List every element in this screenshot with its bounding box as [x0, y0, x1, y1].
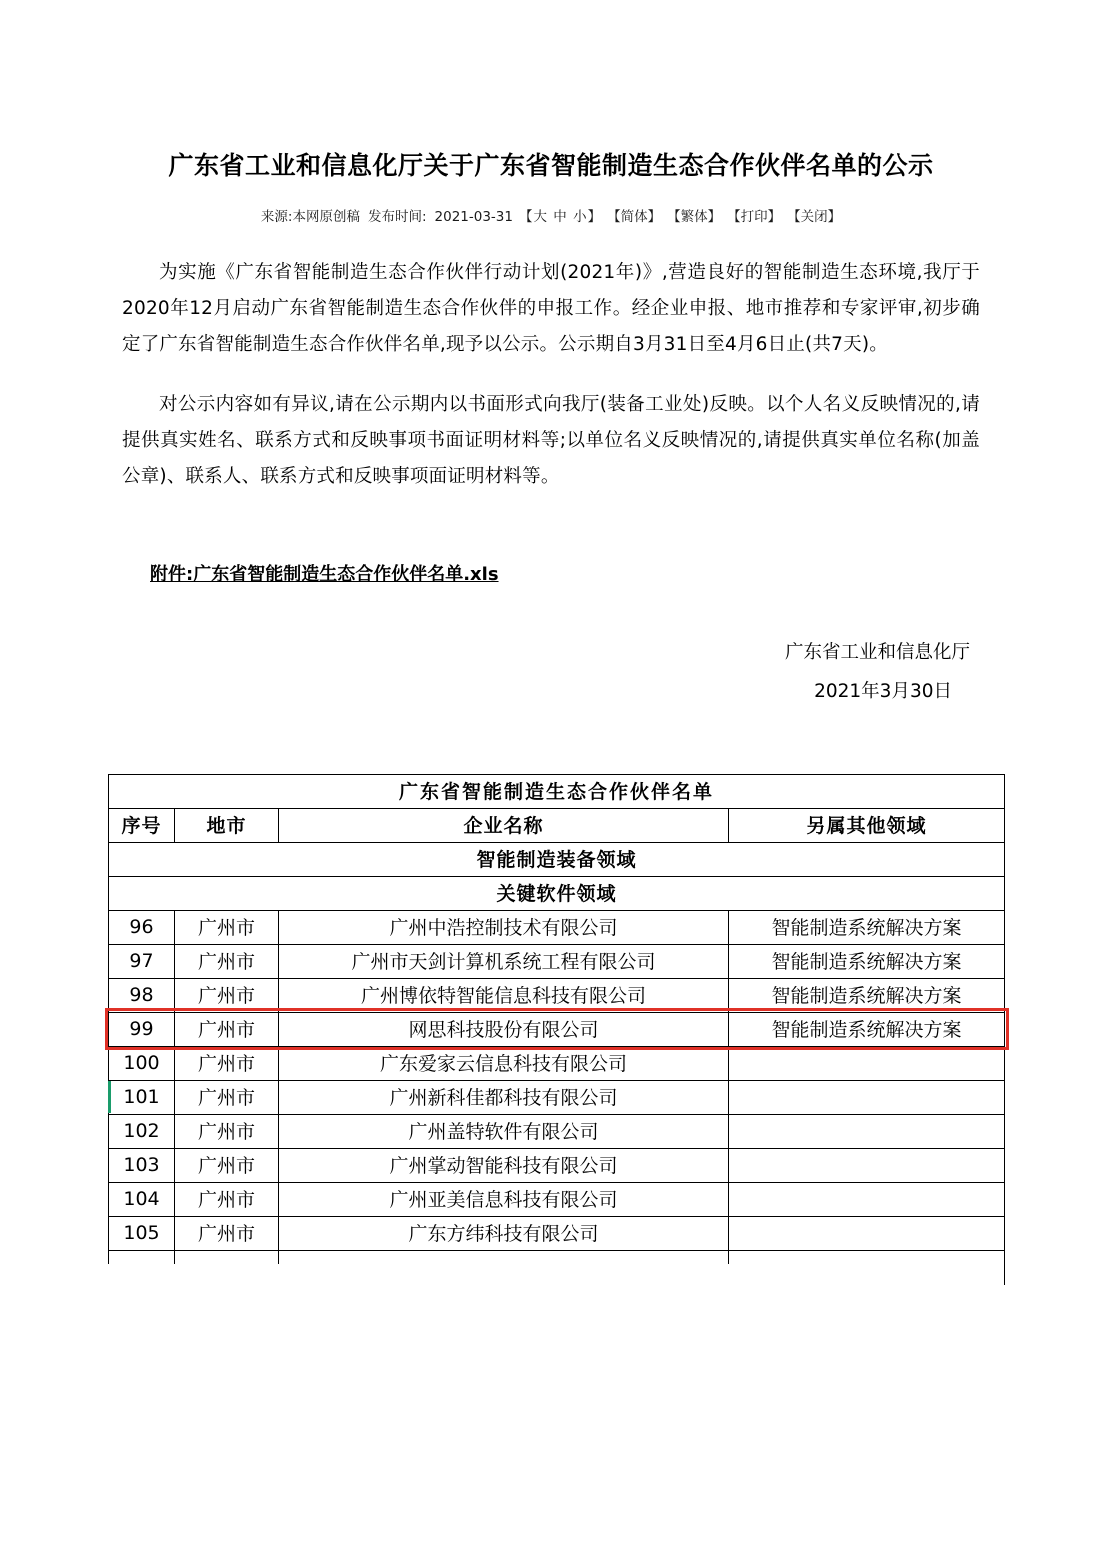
signature-block — [122, 634, 980, 712]
cell-company: 广州中浩控制技术有限公司 — [279, 910, 729, 944]
table-row — [109, 910, 1005, 944]
cell-city: 广州市 — [175, 910, 279, 944]
column-header-no: 序号 — [109, 808, 175, 842]
cell-field: 智能制造系统解决方案 — [729, 978, 1005, 1012]
section-row-software — [109, 876, 1005, 910]
cell-no: 103 — [109, 1148, 175, 1182]
cell-field — [729, 1080, 1005, 1114]
cell-no: 98 — [109, 978, 175, 1012]
cell-no: 101 — [109, 1080, 175, 1114]
table-row — [109, 1114, 1005, 1148]
publish-date: 2021-03-31 — [434, 209, 513, 225]
document-meta — [122, 205, 980, 225]
body-paragraph-1: 为实施《广东省智能制造生态合作伙伴行动计划(2021年)》,营造良好的智能制造生态环境,我厅于2020年12月启动广东省智能制造生态合作伙伴的申报工作。经企业申报、地市推荐和专家评审,初步确定了广东省智能制造生态合作伙伴名单,现予以公示。公示期自3月31日至4月6日止(共7天)。 — [122, 262, 980, 356]
cell-field — [729, 1148, 1005, 1182]
cell-no — [109, 1250, 175, 1284]
table-row-clipped — [109, 1250, 1005, 1284]
column-header-other-field: 另属其他领域 — [729, 808, 1005, 842]
cell-no: 96 — [109, 910, 175, 944]
signature-org: 广东省工业和信息化厅 — [784, 641, 970, 663]
cell-field: 智能制造系统解决方案 — [729, 1012, 1005, 1046]
source-label: 来源: — [260, 209, 293, 225]
source-value: 本网原创稿 — [292, 209, 360, 225]
cell-city — [175, 1250, 279, 1284]
cell-company: 广州市天剑计算机系统工程有限公司 — [279, 944, 729, 978]
section-header-equipment: 智能制造装备领域 — [109, 842, 1005, 876]
cell-no: 102 — [109, 1114, 175, 1148]
cell-city: 广州市 — [175, 1114, 279, 1148]
table-row — [109, 1080, 1005, 1114]
body-paragraph-2: 对公示内容如有异议,请在公示期内以书面形式向我厅(装备工业处)反映。以个人名义反映情况的,请提供真实姓名、联系方式和反映事项书面证明材料等;以单位名义反映情况的,请提供真实单位名称(加盖公章)、联系人、联系方式和反映事项面证明材料等。 — [122, 394, 980, 488]
cell-company: 广州掌动智能科技有限公司 — [279, 1148, 729, 1182]
font-size-controls[interactable]: 【大 中 小】 — [519, 205, 601, 225]
cell-city: 广州市 — [175, 1216, 279, 1250]
cell-city: 广州市 — [175, 1080, 279, 1114]
cell-field — [729, 1114, 1005, 1148]
cell-no: 100 — [109, 1046, 175, 1080]
cell-company: 广东爱家云信息科技有限公司 — [279, 1046, 729, 1080]
table-row — [109, 1182, 1005, 1216]
cell-no: 105 — [109, 1216, 175, 1250]
cell-field — [729, 1216, 1005, 1250]
cell-company: 广州新科佳都科技有限公司 — [279, 1080, 729, 1114]
section-row-equipment — [109, 842, 1005, 876]
cell-company — [279, 1250, 729, 1284]
page-title: 广东省工业和信息化厅关于广东省智能制造生态合作伙伴名单的公示 — [168, 151, 934, 180]
cell-field: 智能制造系统解决方案 — [729, 944, 1005, 978]
cell-field — [729, 1250, 1005, 1284]
partners-table-wrapper — [108, 774, 1004, 1285]
table-row-highlighted — [109, 1012, 1005, 1046]
cell-company: 广州盖特软件有限公司 — [279, 1114, 729, 1148]
attachment-link[interactable]: 附件:广东省智能制造生态合作伙伴名单.xls — [150, 563, 499, 585]
cell-company: 广州博依特智能信息科技有限公司 — [279, 978, 729, 1012]
cell-no: 104 — [109, 1182, 175, 1216]
cell-field — [729, 1046, 1005, 1080]
cell-city: 广州市 — [175, 944, 279, 978]
cell-field — [729, 1182, 1005, 1216]
table-row — [109, 978, 1005, 1012]
table-title: 广东省智能制造生态合作伙伴名单 — [109, 774, 1005, 808]
table-row — [109, 1216, 1005, 1250]
cell-company: 广东方纬科技有限公司 — [279, 1216, 729, 1250]
partners-table — [108, 774, 1005, 1285]
cell-city: 广州市 — [175, 1046, 279, 1080]
font-size-medium[interactable]: 中 — [553, 209, 567, 225]
section-header-software: 关键软件领域 — [109, 876, 1005, 910]
table-header-row — [109, 808, 1005, 842]
cell-city: 广州市 — [175, 1012, 279, 1046]
traditional-link[interactable]: 【繁体】 — [667, 209, 722, 225]
table-row — [109, 1148, 1005, 1182]
font-size-small[interactable]: 小 — [573, 209, 587, 225]
close-link[interactable]: 【关闭】 — [787, 209, 842, 225]
cell-no: 99 — [109, 1012, 175, 1046]
cell-city: 广州市 — [175, 1182, 279, 1216]
document-content — [122, 0, 980, 1285]
table-row — [109, 1046, 1005, 1080]
signature-date: 2021年3月30日 — [814, 680, 952, 702]
column-header-company: 企业名称 — [279, 808, 729, 842]
cell-company: 广州亚美信息科技有限公司 — [279, 1182, 729, 1216]
publish-label: 发布时间: — [367, 209, 427, 225]
table-row — [109, 944, 1005, 978]
cell-field: 智能制造系统解决方案 — [729, 910, 1005, 944]
cell-no: 97 — [109, 944, 175, 978]
cell-company: 网思科技股份有限公司 — [279, 1012, 729, 1046]
font-size-large[interactable]: 大 — [533, 209, 547, 225]
cell-city: 广州市 — [175, 978, 279, 1012]
table-title-row — [109, 774, 1005, 808]
column-header-city: 地市 — [175, 808, 279, 842]
print-link[interactable]: 【打印】 — [727, 209, 782, 225]
cell-city: 广州市 — [175, 1148, 279, 1182]
simplified-link[interactable]: 【简体】 — [607, 209, 662, 225]
